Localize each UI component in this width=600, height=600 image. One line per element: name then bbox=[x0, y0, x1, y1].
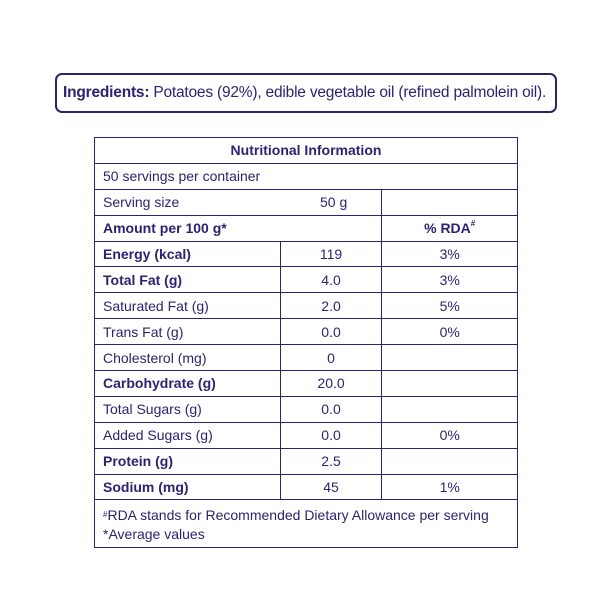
table-row bbox=[95, 474, 518, 500]
nutrient-label: Energy (kcal) bbox=[95, 241, 281, 267]
nutrient-value: 0.0 bbox=[280, 319, 382, 345]
serving-size-label: Serving size bbox=[103, 194, 180, 211]
table-title-row bbox=[95, 138, 518, 164]
table-row bbox=[95, 345, 518, 371]
rda-mark: # bbox=[470, 219, 476, 229]
nutrient-label: Trans Fat (g) bbox=[95, 319, 281, 345]
ingredients-box bbox=[55, 73, 557, 113]
serving-size-empty bbox=[382, 189, 518, 215]
nutrient-rda: 3% bbox=[382, 241, 518, 267]
nutrient-rda: 5% bbox=[382, 293, 518, 319]
nutrient-value: 20.0 bbox=[280, 371, 382, 397]
table-row bbox=[95, 371, 518, 397]
nutrient-label: Cholesterol (mg) bbox=[95, 345, 281, 371]
nutrient-value: 4.0 bbox=[280, 267, 382, 293]
nutrition-table bbox=[94, 137, 518, 548]
nutrient-label: Protein (g) bbox=[95, 448, 281, 474]
nutrient-label: Total Fat (g) bbox=[95, 267, 281, 293]
nutrient-label: Sodium (mg) bbox=[95, 474, 281, 500]
nutrient-rda bbox=[382, 448, 518, 474]
nutrient-rda: 0% bbox=[382, 422, 518, 448]
nutrient-rda bbox=[382, 371, 518, 397]
nutrient-rda: 1% bbox=[382, 474, 518, 500]
table-row bbox=[95, 396, 518, 422]
nutrient-value: 2.0 bbox=[280, 293, 382, 319]
nutrient-value: 45 bbox=[280, 474, 382, 500]
footnote-average: *Average values bbox=[103, 525, 205, 542]
amount-per-100g-label: Amount per 100 g* bbox=[95, 215, 382, 241]
table-row bbox=[95, 422, 518, 448]
table-title: Nutritional Information bbox=[95, 138, 518, 164]
servings-per-container: 50 servings per container bbox=[95, 163, 518, 189]
servings-row bbox=[95, 163, 518, 189]
nutrient-rda bbox=[382, 345, 518, 371]
nutrient-value: 119 bbox=[280, 241, 382, 267]
nutrient-label: Total Sugars (g) bbox=[95, 396, 281, 422]
nutrient-value: 0 bbox=[280, 345, 382, 371]
table-row bbox=[95, 293, 518, 319]
table-row bbox=[95, 267, 518, 293]
rda-label: % RDA bbox=[424, 220, 471, 237]
nutrient-label: Carbohydrate (g) bbox=[95, 371, 281, 397]
nutrient-value: 0.0 bbox=[280, 396, 382, 422]
nutrient-label: Saturated Fat (g) bbox=[95, 293, 281, 319]
footnote bbox=[95, 500, 518, 548]
nutrient-value: 0.0 bbox=[280, 422, 382, 448]
footnote-rda: RDA stands for Recommended Dietary Allowance per serving bbox=[107, 506, 489, 523]
serving-size-row bbox=[95, 189, 518, 215]
nutrient-rda: 3% bbox=[382, 267, 518, 293]
serving-size-value: 50 g bbox=[320, 194, 348, 211]
nutrient-value: 2.5 bbox=[280, 448, 382, 474]
table-row bbox=[95, 241, 518, 267]
table-row bbox=[95, 319, 518, 345]
table-row bbox=[95, 448, 518, 474]
ingredients-text: Potatoes (92%), edible vegetable oil (refined palmolein oil). bbox=[153, 84, 547, 101]
footnote-row bbox=[95, 500, 518, 548]
nutrient-label: Added Sugars (g) bbox=[95, 422, 281, 448]
amount-header-row bbox=[95, 215, 518, 241]
footnote-mark: # bbox=[103, 509, 108, 519]
nutrient-rda bbox=[382, 396, 518, 422]
rda-header bbox=[382, 215, 518, 241]
ingredients-label: Ingredients: bbox=[63, 84, 150, 101]
serving-size-cell bbox=[95, 189, 382, 215]
nutrient-rda: 0% bbox=[382, 319, 518, 345]
